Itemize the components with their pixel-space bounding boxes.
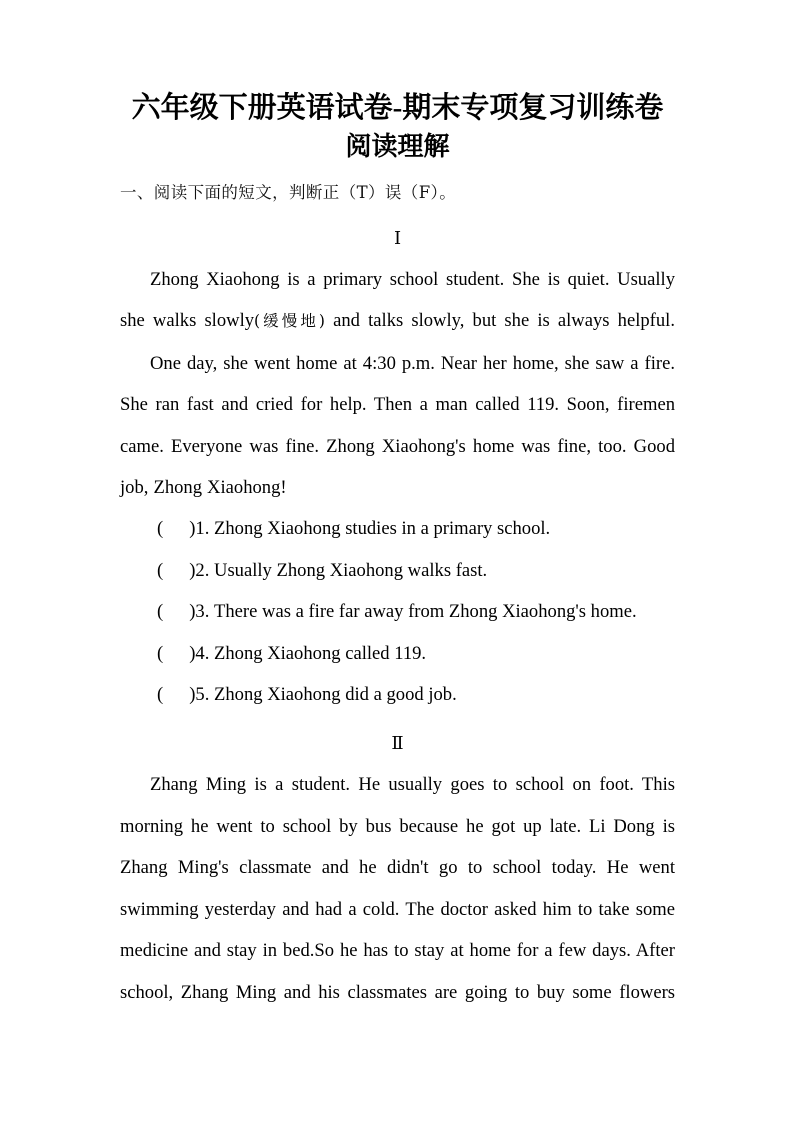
passage-1-paragraph-1-text: Zhong Xiaohong is a primary school student. She is quiet. Usually she walks slowly(缓慢地) and talks slowly, but she is always helpful. [120,269,675,332]
answer-bracket-open: ( [157,684,164,706]
answer-bracket-close: ) [189,518,196,540]
question-number: 3. [195,601,210,623]
question-item[interactable] [120,674,675,715]
question-number: 2. [195,559,210,581]
passage-2-paragraph-1-text: Zhang Ming is a student. He usually goes to school on foot. This morning he went to school by bus because he got up late. Li Dong is Zhang Ming's classmate and he didn't go to school today. He went swimming yesterday and had a cold. The doctor asked him to take some medicine and stay in bed.So he has to stay at home for a few days. After school, Zhang Ming and his classmates are going to buy some flowers [120,774,675,1003]
question-item[interactable] [120,550,675,591]
question-text: Zhong Xiaohong did a good job. [214,684,457,706]
answer-bracket-open: ( [157,559,164,581]
chinese-gloss: (缓慢地) [254,312,325,331]
passage-marker-2: Ⅱ [391,733,404,754]
answer-bracket-open: ( [157,518,164,540]
question-text: Usually Zhong Xiaohong walks fast. [214,559,488,581]
passage-1-paragraph-2 [120,343,675,509]
question-text: Zhong Xiaohong studies in a primary school. [214,518,551,540]
page-title [120,0,675,166]
question-item[interactable] [120,633,675,674]
answer-bracket-close: ) [189,601,196,623]
answer-bracket-close: ) [189,559,196,581]
question-item[interactable] [120,508,675,549]
answer-bracket-open: ( [157,601,164,623]
section-instruction: 一、阅读下面的短文，判断正（T）误（F）。 [120,183,457,202]
answer-bracket-close: ) [189,642,196,664]
answer-bracket-close: ) [189,684,196,706]
passage-1-paragraph-2-text: One day, she went home at 4:30 p.m. Near her home, she saw a fire. She ran fast and cried for help. Then a man called 119. Soon, firemen came. Everyone was fine. Zhong Xiaohong's home was fine, too. Good job, Zhong Xiaohong! [120,352,675,499]
answer-bracket-open: ( [157,642,164,664]
passage-2-paragraph-1 [120,764,675,1012]
question-text: Zhong Xiaohong called 119. [214,642,427,664]
passage-marker-1: Ⅰ [393,228,402,248]
passage-1-paragraph-1 [120,259,675,343]
title-line-2: 阅读理解 [345,132,450,161]
question-item[interactable] [120,591,675,632]
question-number: 5. [195,684,210,706]
title-line-1: 六年级下册英语试卷-期末专项复习训练卷 [131,92,664,124]
question-text: There was a fire far away from Zhong Xiaohong's home. [214,601,637,623]
true-false-question-list [120,508,675,715]
question-number: 4. [195,642,210,664]
question-number: 1. [195,518,210,540]
